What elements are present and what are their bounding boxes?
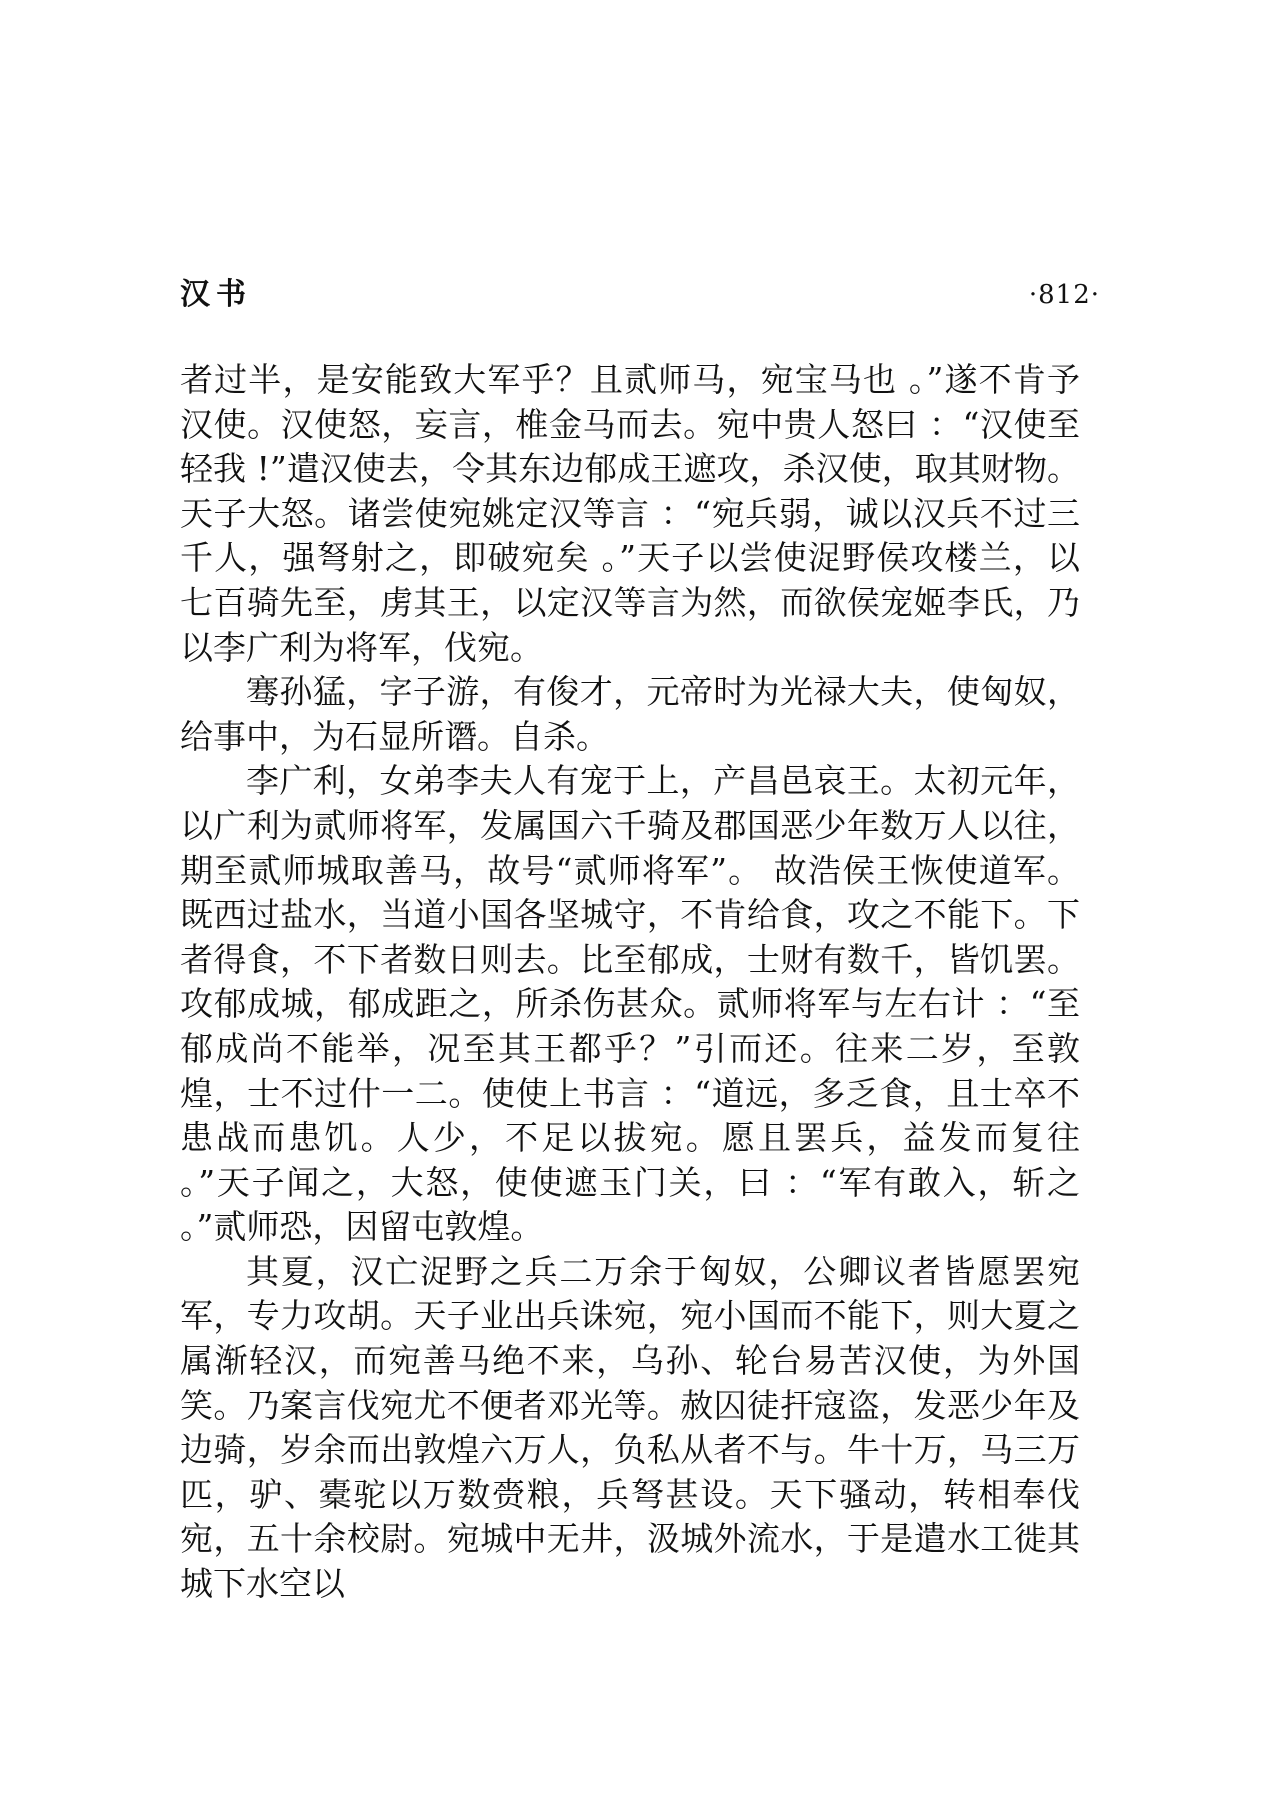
paragraph-4: 其夏，汉亡浞野之兵二万余于匈奴，公卿议者皆愿罢宛军，专力攻胡。天子业出兵诛宛，宛小国而不能下，则大夏之属渐轻汉，而宛善马绝不来，乌孙、轮台易苦汉使，为外国笑。乃案言伐宛尤不便者邓光等。赦囚徒扞寇盗，发恶少年及边骑，岁余而出敦煌六万人，负私从者不与。牛十万，马三万匹，驴、橐驼以万数赍粮，兵弩甚设。天下骚动，转相奉伐宛，五十余校尉。宛城中无井，汲城外流水，于是遣水工徙其城下水空以 [180,1251,1080,1604]
paragraph-2: 骞孙猛，字子游，有俊才，元帝时为光禄大夫，使匈奴，给事中，为石显所谮。自杀。 [180,672,1080,756]
body-text [180,358,1080,1607]
paragraph-1: 者过半，是安能致大军乎？且贰师马，宛宝马也 。”遂不肯予汉使。汉使怒，妄言，椎金马而去。宛中贵人怒曰 ：“汉使至轻我 !”遣汉使去，令其东边郁成王遮攻，杀汉使，取其财物。天子大怒。诸尝使宛姚定汉等言 ：“宛兵弱，诚以汉兵不过三千人，强弩射之，即破宛矣 。”天子以尝使浞野侯攻楼兰，以七百骑先至，虏其王，以定汉等言为然，而欲侯宠姬李氏，乃以李广利为将军，伐宛。 [180,360,1080,667]
book-title: 汉书 [180,277,252,312]
page-number: ·812· [1028,280,1100,310]
page-header [180,270,1100,320]
paragraph-3: 李广利，女弟李夫人有宠于上，产昌邑哀王。太初元年，以广利为贰师将军，发属国六千骑及郡国恶少年数万人以往，期至贰师城取善马，故号“贰师将军”。 故浩侯王恢使道军。既西过盐水，当道小国各坚城守，不肯给食，攻之不能下。下者得食，不下者数日则去。比至郁成，士财有数千，皆饥罢。攻郁成城，郁成距之，所杀伤甚众。贰师将军与左右计 ：“至郁成尚不能举，况至其王都乎？”引而还。往来二岁，至敦煌，士不过什一二。使使上书言 ：“道远，多乏食，且士卒不患战而患饥。人少，不足以拔宛。愿且罢兵，益发而复往 。”天子闻之，大怒，使使遮玉门关，曰 ：“军有敢入，斩之 。”贰师恐，因留屯敦煌。 [180,761,1080,1247]
